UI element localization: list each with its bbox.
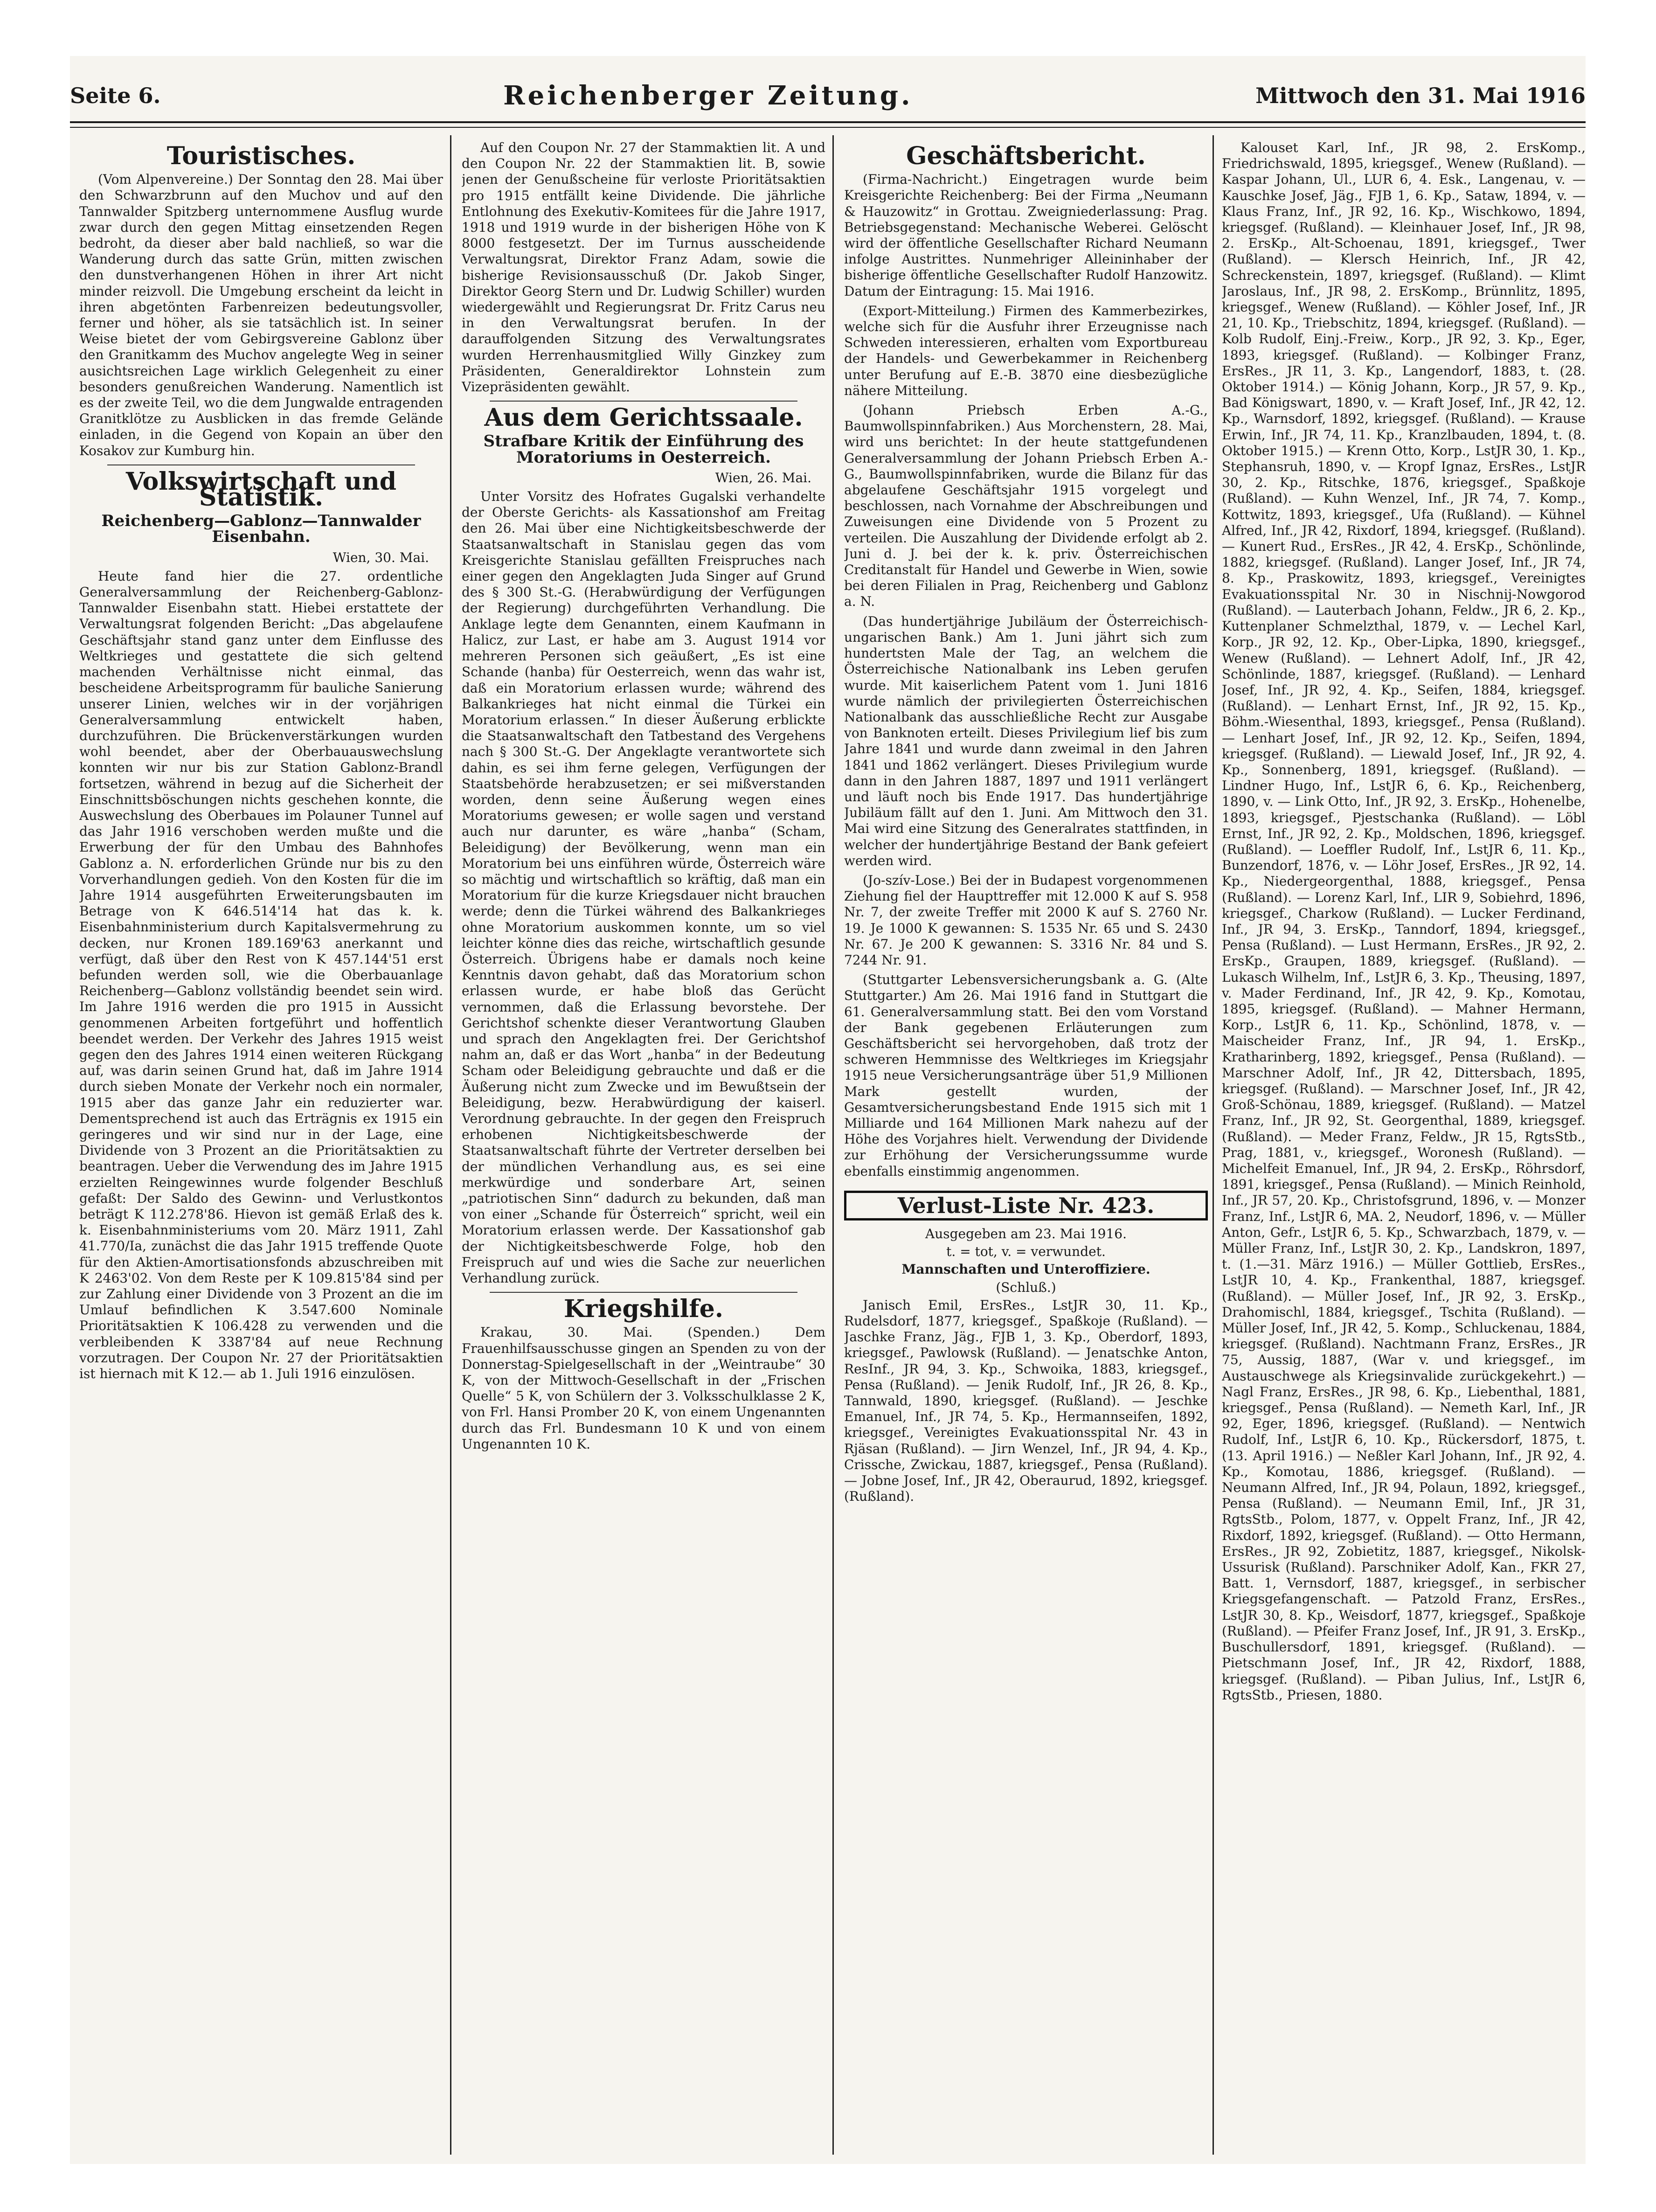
article-jubilaeum-bank: (Das hundertjährige Jubiläum der Österreichisch-ungarischen Bank.) Am 1. Juni jährt sich zum hundertsten Male der Tag, an welchem die Österreichische Nationalbank ins Leben gerufen wurde. Mit kaiserlichem Patent vom 1. Juni 1816 wurde nämlich der privilegierten Österreichischen Nationalbank das ausschließliche Recht zur Ausgabe von Banknoten erteilt. Dieses Privilegium lief bis zum Jahre 1841 und wurde dann zweimal in den Jahren 1841 und 1862 verlängert. Dieses Privilegium wurde dann in den Jahren 1887, 1897 und 1911 verlängert und läuft noch bis Ende 1917. Das hundertjährige Jubiläum fällt auf den 1. Juni. Am Mittwoch den 31. Mai wird eine Sitzung des Generalrates stattfinden, in welcher der hundertjährige Bestand der Bank gefeiert werden wird.	[844, 613, 1208, 868]
column-4	[1222, 140, 1586, 2155]
masthead	[70, 75, 1586, 117]
column-3	[844, 140, 1208, 2155]
newspaper-title: Reichenberger Zeitung.	[503, 80, 913, 111]
article-eisenbahn: Heute fand hier die 27. ordentliche Generalversammlung der Reichenberg-Gablonz-Tannwalder Eisenbahn statt. Hiebei erstattete der Verwaltungsrat folgenden Bericht: „Das abgelaufene Geschäftsjahr stand ganz unter dem Einflusse des Weltkrieges und gestattete die sich geltend machenden Verhältnisse nicht einmal, das bescheidene Arbeitsprogramm für bauliche Sanierung unserer Linien, welches wir in der vorjährigen Generalversammlung entwickelt haben, durchzuführen. Die Brückenverstärkungen wurden wohl beendet, aber der Oberbauauswechslung konnten wir nur bis zur Station Gablonz-Brandl fortsetzen, während in bezug auf die Sicherheit der Einschnittsböschungen nichts geschehen konnte, die Auswechslung des Oberbaues im Polauner Tunnel auf das Jahr 1916 verschoben werden mußte und die Erwerbung der für den Umbau des Bahnhofes Gablonz a. N. erforderlichen Gründe nur bis zu den Vorverhandlungen gedieh. Von den Kosten für die im Jahre 1914 ausgeführten Erweiterungsbauten im Betrage von K 646.514'14 hat das k. k. Eisenbahnministerium durch Kapitalsvermehrung zu decken, nur Kronen 189.169'63 anerkannt und verfügt, daß über den Rest von K 457.144'51 erst befunden werden soll, wie die Oberbauanlage Reichenberg—Gablonz vollständig beendet sein wird. Im Jahre 1916 werden die pro 1915 in Aussicht genommenen Arbeiten fortgeführt und hoffentlich beendet werden. Der Verkehr des Jahres 1915 weist gegen den des Jahres 1914 einen weiteren Rückgang auf, was darin seinen Grund hat, daß im Jahre 1914 durch sieben Monate der Verkehr noch ein normaler, 1915 aber das ganze Jahr ein reduzierter war. Dementsprechend ist auch das Erträgnis ex 1915 ein geringeres und wir sind nur in der Lage, eine Dividende von 3 Prozent an die Prioritätsaktien zu beantragen. Ueber die Verwendung des im Jahre 1915 erzielten Reingewinnes wurde folgender Beschluß gefaßt: Der Saldo des Gewinn- und Verlustkontos beträgt K 112.278'86. Hievon ist gemäß Erlaß des k. k. Eisenbahnministeriums vom 20. März 1911, Zahl 41.770/Ia, zunächst die das Jahr 1915 treffende Quote für den Aktien-Amortisationsfonds abzuschreiben mit K 2463'02. Von dem Reste per K 109.815'84 sind per zur Zahlung einer Dividende von 3 Prozent an die im Umlauf befindlichen K 3.547.600 Nominale Prioritätsaktien K 106.428 zu verwenden und die verbleibenden K 3387'84 auf neue Rechnung vorzutragen. Der Coupon Nr. 27 der Prioritätsaktien ist hiernach mit K 12.— ab 1. Juli 1916 einzulösen.	[79, 568, 443, 1382]
column-divider	[450, 135, 451, 2155]
issued-date: Ausgegeben am 23. Mai 1916.	[925, 1226, 1127, 1241]
article-heading-eisenbahn: Reichenberg—Gablonz—Tannwalder Eisenbahn.	[101, 512, 421, 547]
section-heading-kriegshilfe: Kriegshilfe.	[564, 1295, 723, 1324]
column-1	[79, 140, 443, 2155]
list-conclusion: (Schluß.)	[996, 1279, 1056, 1295]
article-kriegshilfe: Krakau, 30. Mai. (Spenden.) Dem Frauenhilfsausschusse gingen an Spenden zu von der Donnerstag-Spielgesellschaft in der „Weintraube“ 30 K, von der Mittwoch-Gesellschaft in der „Frischen Quelle“ 5 K, von Schülern der 3. Volksschulklasse 2 K, von Frl. Hansi Promber 20 K, von einem Ungenannten durch das Frl. Bundesmann 10 K und von einem Ungenannten 10 K.	[462, 1324, 825, 1452]
article-moratorium: Unter Vorsitz des Hofrates Gugalski verhandelte der Oberste Gerichts- als Kassationshof am Freitag den 26. Mai über eine Nichtigkeitsbeschwerde der Staatsanwaltschaft in Stanislau gegen das vom Kreisgerichte Stanislau gefällten Freispruches nach einer gegen den Angeklagten Juda Singer auf Grund des § 300 St.-G. (Herabwürdigung der Verfügungen der Regierung) durchgeführten Verhandlung. Die Anklage legte dem Genannten, einem Kaufmann in Halicz, zur Last, er habe am 3. August 1914 vor mehreren Personen sich geäußert, „Es ist eine Schande (hanba) für Oesterreich, wenn das wahr ist, daß ein Moratorium erlassen wurde; während des Balkankrieges hat nicht einmal die Türkei ein Moratorium erlassen.“ In dieser Äußerung erblickte die Staatsanwaltschaft den Tatbestand des Vergehens nach § 300 St.-G. Der Angeklagte verantwortete sich dahin, es sei ihm ferne gelegen, Verfügungen der Staatsbehörde herabzusetzen; er sei mißverstanden worden, denn seine Äußerung wegen eines Moratoriums gewesen; er wolle sagen und verstand auch nur darunter, es wäre „hanba“ (Scham, Beleidigung) der Bevölkerung, wenn man ein Moratorium bei uns einführen würde, Österreich wäre so mächtig und wirtschaftlich so kräftig, daß man ein Moratorium für die kurze Kriegsdauer nicht brauchen werde; denn die Türkei während des Balkankrieges ohne Moratorium auskommen konnte, um so viel leichter könne dies das reiche, wirtschaftlich gesunde Österreich. Übrigens habe er damals noch keine Kenntnis davon gehabt, daß das Moratorium schon erlassen wurde, er habe bloß das Gerücht vernommen, daß die Erlassung bevorstehe. Der Gerichtshof schenkte dieser Verantwortung Glauben und sprach den Angeklagten frei. Der Gerichtshof nahm an, daß er das Wort „hanba“ in der Bedeutung Scham oder Beleidigung gebrauchte und daß er die Äußerung nicht zum Zwecke und im Bewußtsein der Beleidigung, bezw. Herabwürdigung der kaiserl. Verordnung gebrauchte. In der gegen den Freispruch erhobenen Nichtigkeitsbeschwerde der Staatsanwaltschaft führte der Vertreter derselben bei der mündlichen Verhandlung aus, es sei eine merkwürdige und sonderbare Art, seinen „patriotischen Sinn“ dadurch zu bekunden, daß man von einer „Schande für Österreich“ spricht, weil ein Moratorium erlassen werde. Der Kassationshof gab der Nichtigkeitsbeschwerde Folge, hob den Freispruch auf und wies die Sache zur neuerlichen Verhandlung zurück.	[462, 489, 825, 1286]
dateline: Wien, 30. Mai.	[333, 549, 429, 565]
article-heading-moratorium: Strafbare Kritik der Einführung des Moratoriums in Oesterreich.	[483, 432, 804, 467]
article-eisenbahn-continued: Auf den Coupon Nr. 27 der Stammaktien lit. A und den Coupon Nr. 22 der Stammaktien lit. B, sowie jenen der Genußscheine für verloste Prioritätsaktien pro 1915 entfällt keine Dividende. Die jährliche Entlohnung des Exekutiv-Komitees für die Jahre 1917, 1918 und 1919 wurde in der bisherigen Höhe von K 8000 festgesetzt. Der im Turnus ausscheidende Verwaltungsrat, Direktor Franz Adam, sowie die bisherige Revisionsausschuß (Dr. Jakob Singer, Direktor Georg Stern und Dr. Ludwig Schiller) wurden wiedergewählt und Regierungsrat Dr. Fritz Carus neu in den Verwaltungsrat berufen. In der darauffolgenden Sitzung des Verwaltungsrates wurden Herrenhausmitglied Willy Ginzkey zum Präsidenten, Generaldirektor Lohnstein zum Vizepräsidenten gewählt.	[462, 140, 825, 395]
header-rule	[70, 121, 1586, 123]
article-firma-nachricht: (Firma-Nachricht.) Eingetragen wurde beim Kreisgerichte Reichenberg: Bei der Firma „Neumann & Hauzowitz“ in Grottau. Zweigniederlassung: Prag. Betriebsgegenstand: Mechanische Weberei. Gelöscht wird der öffentliche Gesellschafter Richard Neumann infolge Austrittes. Nunmehriger Alleininhaber der bisherige öffentliche Gesellschafter Rudolf Hanzowitz. Datum der Eintragung: 15. Mai 1916.	[844, 172, 1208, 299]
casualty-list-part-2: Kalouset Karl, Inf., JR 98, 2. ErsKomp., Friedrichswald, 1895, kriegsgef., Wenew (Rußland). — Kaspar Johann, Ul., LUR 6, 4. Esk., Langenau, v. — Kauschke Josef, Jäg., FJB 1, 6. Kp., Sataw, 1894, v. — Klaus Franz, Inf., JR 92, 16. Kp., Wischkowo, 1894, kriegsgef. (Rußland). — Kleinhauer Josef, Inf., JR 98, 2. ErsKp., Alt-Schoenau, 1891, kriegsgef., Twer (Rußland). — Klersch Heinrich, Inf., JR 42, Schreckenstein, 1897, kriegsgef. (Rußland). — Klimt Jaroslaus, Inf., JR 98, 2. ErsKomp., Brünnlitz, 1895, kriegsgef., Wenew (Rußland). — Köhler Josef, Inf., JR 21, 10. Kp., Triebschitz, 1894, kriegsgef. (Rußland). — Kolb Rudolf, Einj.-Freiw., Korp., JR 92, 3. Kp., Eger, 1893, kriegsgef. (Rußland). — Kolbinger Franz, ErsRes., JR 11, 3. Kp., Langendorf, 1883, t. (28. Oktober 1914.) — König Johann, Korp., JR 57, 9. Kp., Bad Königswart, 1890, v. — Kraft Josef, Inf., JR 42, 12. Kp., Warnsdorf, 1892, kriegsgef. (Rußland). — Krause Erwin, Inf., JR 74, 11. Kp., Kranzlbauden, 1894, t. (8. Oktober 1915.) — Krenn Otto, Korp., LstJR 30, 1. Kp., Stephansruh, 1890, v. — Kropf Ignaz, ErsRes., LstJR 30, 2. Kp., Ritschke, 1876, kriegsgef., Spaßkoje (Rußland). — Kuhn Wenzel, Inf., JR 74, 7. Komp., Kottwitz, 1893, kriegsgef., Ufa (Rußland). — Kühnel Alfred, Inf., JR 42, Rixdorf, 1894, kriegsgef. (Rußland). — Kunert Rud., ErsRes., JR 42, 4. ErsKp., Schönlinde, 1882, kriegsgef. (Rußland). Langer Josef, Inf., JR 74, 8. Kp., Praskowitz, 1893, kriegsgef., Vereinigtes Evakuationsspital Nr. 30 in Nischnij-Nowgorod (Rußland). — Lauterbach Johann, Feldw., JR 6, 2. Kp., Kuttenplaner Schmelzthal, 1879, v. — Lechel Karl, Korp., JR 92, 12. Kp., Ober-Lipka, 1890, kriegsgef., Wenew (Rußland). — Lehnert Adolf, Inf., JR 42, Schönlinde, 1887, kriegsgef. (Rußland). — Lenhard Josef, Inf., JR 92, 4. Kp., Seifen, 1884, kriegsgef. (Rußland). — Lenhart Ernst, Inf., JR 92, 15. Kp., Böhm.-Wiesenthal, 1893, kriegsgef., Pensa (Rußland). — Lenhart Josef, Inf., JR 92, 12. Kp., Seifen, 1894, kriegsgef. (Rußland). — Liewald Josef, Inf., JR 92, 4. Kp., Sonnenberg, 1891, kriegsgef. (Rußland). — Lindner Hugo, Inf., LstJR 6, 6. Kp., Reichenberg, 1890, v. — Link Otto, Inf., JR 92, 3. ErsKp., Hohenelbe, 1893, kriegsgef., Pjestschanka (Rußland). — Löbl Ernst, Inf., JR 92, 2. Kp., Moldschen, 1896, kriegsgef. (Rußland). — Loeffler Rudolf, Inf., LstJR 6, 11. Kp., Bunzendorf, 1876, v. — Löhr Josef, ErsRes., JR 92, 14. Kp., Niedergeorgenthal, 1888, kriegsgef., Pensa (Rußland). — Lorenz Karl, Inf., LIR 9, Sobiehrd, 1896, kriegsgef., Charkow (Rußland). — Lucker Ferdinand, Inf., JR 94, 3. ErsKp., Tanndorf, 1894, kriegsgef., Pensa (Rußland). — Lust Hermann, ErsRes., JR 92, 2. ErsKp., Graupen, 1889, kriegsgef. (Rußland). — Lukasch Wilhelm, Inf., LstJR 6, 3. Kp., Theusing, 1897, v. Mader Ferdinand, Inf., JR 42, 9. Kp., Komotau, 1895, kriegsgef. (Rußland). — Mahner Hermann, Korp., LstJR 6, 11. Kp., Schönlind, 1878, v. — Maischeider Franz, Inf., JR 94, 1. ErsKp., Kratharinberg, 1892, kriegsgef., Pensa (Rußland). — Marschner Adolf, Inf., JR 42, Dittersbach, 1895, kriegsgef. (Rußland). — Marschner Josef, Inf., JR 42, Groß-Schönau, 1889, kriegsgef. (Rußland). — Matzel Franz, Inf., JR 92, St. Georgenthal, 1889, kriegsgef. (Rußland). — Meder Franz, Feldw., JR 15, RgtsStb., Prag, 1881, v., kriegsgef., Woronesh (Rußland). — Michelfeit Emanuel, Inf., JR 94, 2. ErsKp., Röhrsdorf, 1891, kriegsgef., Pensa (Rußland). — Minich Reinhold, Inf., JR 57, 20. Kp., Christofsgrund, 1896, v. — Monzer Franz, Inf., LstJR 6, MA. 2, Neudorf, 1896, v. — Müller Anton, Gefr., LstJR 6, 5. Kp., Schwarzbach, 1879, v. — Müller Franz, Inf., LstJR 30, 2. Kp., Landskron, 1897, t. (1.—31. März 1916.) — Müller Gottlieb, ErsRes., LstJR 10, 4. Kp., Frankenthal, 1887, kriegsgef. (Rußland). — Müller Josef, Inf., JR 92, 3. ErsKp., Drahomischl, 1884, kriegsgef., Tschita (Rußland). — Müller Josef, Inf., JR 42, 5. Komp., Schluckenau, 1884, kriegsgef. (Rußland). Nachtmann Franz, ErsRes., JR 75, Aussig, 1887, (War v. und kriegsgef., im Austauschwege als Kriegsinvalide zurückgekehrt.) — Nagl Franz, ErsRes., JR 98, 6. Kp., Liebenthal, 1881, kriegsgef., Pensa (Rußland). — Nemeth Karl, Inf., JR 92, Eger, 1896, kriegsgef. (Rußland). — Nentwich Rudolf, Inf., LstJR 6, 10. Kp., Rückersdorf, 1875, t. (13. April 1916.) — Neßler Karl Johann, Inf., JR 92, 4. Kp., Komotau, 1886, kriegsgef. (Rußland). — Neumann Alfred, Inf., JR 94, Polaun, 1892, kriegsgef., Pensa (Rußland). — Neumann Emil, Inf., JR 31, RgtsStb., Polom, 1877, v. Oppelt Franz, Inf., JR 42, Rixdorf, 1892, kriegsgef. (Rußland). — Otto Hermann, ErsRes., JR 92, Zobietitz, 1887, kriegsgef., Nikolsk-Ussurisk (Rußland). Parschniker Adolf, Kan., FKR 27, Batt. 1, Vernsdorf, 1887, kriegsgef., in serbischer Kriegsgefangenschaft. — Patzold Franz, ErsRes., LstJR 30, 8. Kp., Weisdorf, 1877, kriegsgef., Spaßkoje (Rußland). — Pfeifer Franz Josef, Inf., JR 91, 3. ErsKp., Buschullersdorf, 1891, kriegsgef. (Rußland). — Pietschmann Josef, Inf., JR 42, Rixdorf, 1888, kriegsgef. (Rußland). — Piban Julius, Inf., LstJR 6, RgtsStb., Priesen, 1880.	[1222, 140, 1586, 1703]
section-heading-volkswirtschaft: Volkswirtschaft und Statistik.	[125, 467, 397, 512]
section-heading-geschaeftsbericht: Geschäftsbericht.	[906, 142, 1146, 170]
dateline: Wien, 26. Mai.	[715, 470, 811, 485]
article-stuttgarter: (Stuttgarter Lebensversicherungsbank a. G. (Alte Stuttgarter.) Am 26. Mai 1916 fand in Stuttgart die 61. Generalversammlung statt. Bei den vom Vorstand der Bank gegebenen Erläuterungen zum Geschäftsbericht sei hervorgehoben, daß trotz der schweren Hemmnisse des Weltkrieges im Kriegsjahr 1915 neue Versicherungsanträge über 51,9 Millionen Mark gestellt wurden, der Gesamtversicherungsbestand Ende 1915 sich mit 1 Milliarde und 164 Millionen Mark nahezu auf der Höhe des Vorjahres hielt. Verwendung der Dividende zur Erhöhung der Versicherungssumme wurde ebenfalls einstimmig angenommen.	[844, 972, 1208, 1179]
verlust-liste-heading: Verlust-Liste Nr. 423.	[844, 1191, 1208, 1220]
section-heading-touristisches: Touristisches.	[166, 142, 356, 170]
header-rule-thin	[70, 127, 1586, 128]
article-export-mitteilung: (Export-Mitteilung.) Firmen des Kammerbezirkes, welche sich für die Ausfuhr ihrer Erzeugnisse nach Schweden interessieren, erhalten vom Exportbureau der Handels- und Gewerbekammer in Reichenberg unter Berufung auf E.-B. 3870 eine diesbezügliche nähere Mitteilung.	[844, 303, 1208, 398]
article-priebsch: (Johann Priebsch Erben A.-G., Baumwollspinnfabriken.) Aus Morchenstern, 28. Mai, wird uns berichtet: In der heute stattgefundenen Generalversammlung der Johann Priebsch Erben A.-G., Baumwollspinnfabriken, wurde die Bilanz für das abgelaufene Geschäftsjahr 1915 vorgelegt und beschlossen, nach Vornahme der Abschreibungen und Zuweisungen eine Dividende von 5 Prozent zu verteilen. Die Auszahlung der Dividende erfolgt ab 2. Juni d. J. bei der k. k. priv. Österreichischen Creditanstalt für Handel und Gewerbe in Wien, sowie bei deren Filialen in Prag, Reichenberg und Gablonz a. N.	[844, 402, 1208, 610]
article-alpenverein: (Vom Alpenvereine.) Der Sonntag den 28. Mai über den Schwarzbrunn auf den Muchov und auf den Tannwalder Spitzberg unternommene Ausflug wurde zwar durch den gegen Mittag einsetzenden Regen bedroht, da dieser aber bald nachließ, so war die Wanderung durch das satte Grün, mitten zwischen den dunstverhangenen Höhen in ihrer Art nicht minder reizvoll. Die Umgebung erscheint da leicht in ihren abgetönten Farbenreizen bedeutungsvoller, ferner und höher, als sie tatsächlich ist. In seiner Weise bietet der vom Gebirgsvereine Gablonz über den Granitkamm des Muchov angelegte Weg in seiner ausichtsreichen Lage wirklich Gelegenheit zu einer besonders genußreichen Wanderung. Namentlich ist es der zweite Teil, wo die dem Jungwalde entragenden Granitklötze zu Ausblicken in das fremde Gelände einladen, in die Gegend von Kopain an über den Kosakov zur Kumburg hin.	[79, 172, 443, 458]
column-2	[462, 140, 825, 2155]
column-divider	[832, 135, 834, 2155]
list-subheading: Mannschaften und Unteroffiziere.	[901, 1262, 1150, 1277]
separator	[490, 401, 797, 402]
page-number: Seite 6.	[70, 83, 161, 108]
section-heading-gerichtssaale: Aus dem Gerichtssaale.	[484, 403, 803, 432]
article-lose: (Jo-szív-Lose.) Bei der in Budapest vorgenommenen Ziehung fiel der Haupttreffer mit 12.000 K auf S. 958 Nr. 7, der zweite Treffer mit 2000 K auf S. 2760 Nr. 19. Je 1000 K gewannen: S. 1535 Nr. 65 und S. 2430 Nr. 67. Je 200 K gewannen: S. 3316 Nr. 84 und S. 7244 Nr. 91.	[844, 872, 1208, 968]
separator	[490, 1292, 797, 1293]
column-divider	[1213, 135, 1214, 2155]
legend: t. = tot, v. = verwundet.	[946, 1244, 1106, 1260]
newspaper-page	[70, 56, 1586, 2164]
casualty-list-part-1: Janisch Emil, ErsRes., LstJR 30, 11. Kp., Rudelsdorf, 1877, kriegsgef., Spaßkoje (Rußland). — Jaschke Franz, Jäg., FJB 1, 3. Kp., Oberdorf, 1893, kriegsgef., Pawlowsk (Rußland). — Jenatschke Anton, ResInf., JR 94, 3. Kp., Schwoika, 1883, kriegsgef., Pensa (Rußland). — Jenik Rudolf, Inf., JR 26, 8. Kp., Tannwald, 1890, kriegsgef. (Rußland). — Jeschke Emanuel, Inf., JR 74, 5. Kp., Hermannseifen, 1892, kriegsgef., Vereinigtes Evakuationsspital Nr. 43 in Rjäsan (Rußland). — Jirn Wenzel, Inf., JR 94, 4. Kp., Crissche, Zwickau, 1887, kriegsgef., Pensa (Rußland). — Jobne Josef, Inf., JR 42, Oberaurud, 1892, kriegsgef. (Rußland).	[844, 1297, 1208, 1505]
issue-date: Mittwoch den 31. Mai 1916	[1255, 83, 1586, 108]
